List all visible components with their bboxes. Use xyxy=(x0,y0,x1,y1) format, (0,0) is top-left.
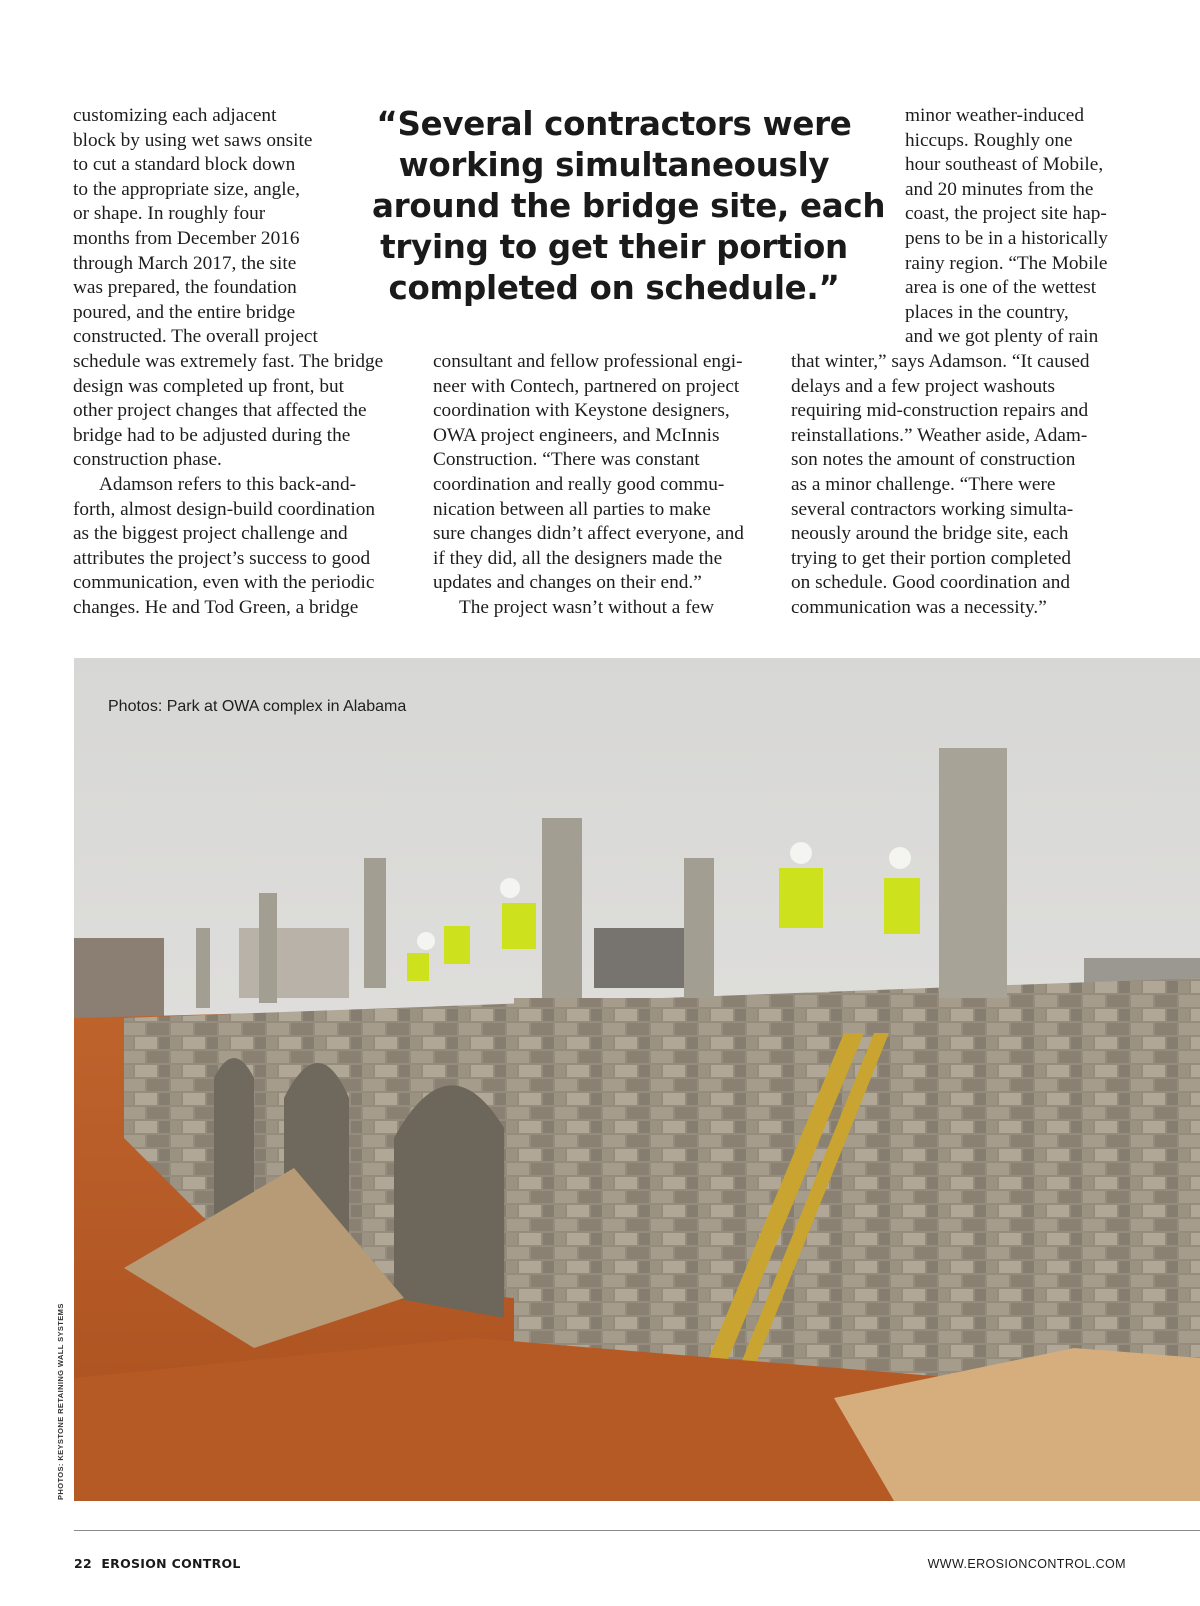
article-column-3-top xyxy=(905,104,1185,350)
text-line: OWA project engineers, and McInnis xyxy=(433,424,720,446)
photo-illustration xyxy=(74,658,1200,1501)
text-line: forth, almost design-build coordination xyxy=(73,498,376,520)
text-line: customizing each adjacent xyxy=(73,105,277,126)
text-line: The project wasn’t without a few xyxy=(459,596,715,618)
text-line: area is one of the wettest xyxy=(905,277,1097,299)
text-line: on schedule. Good coordination and xyxy=(791,572,1070,594)
text-line: poured, and the entire bridge xyxy=(73,301,296,323)
article-column-1 xyxy=(73,350,413,621)
text-line: places in the country, xyxy=(905,301,1069,323)
photo-credit: PHOTOS: KEYSTONE RETAINING WALL SYSTEMS xyxy=(56,1303,65,1500)
text-line: consultant and fellow professional engi- xyxy=(433,351,743,372)
col3-top-paragraph xyxy=(905,104,1185,350)
text-line: bridge had to be adjusted during the xyxy=(73,424,351,446)
text-line: neously around the bridge site, each xyxy=(791,523,1069,545)
col1-paragraph-1 xyxy=(73,350,413,473)
text-line: or shape. In roughly four xyxy=(73,203,266,225)
text-line: as a minor challenge. “There were xyxy=(791,473,1056,495)
text-line: design was completed up front, but xyxy=(73,375,344,397)
bridge-construction-photo xyxy=(74,658,1200,1501)
footer-divider xyxy=(74,1530,1200,1531)
text-line: to cut a standard block down xyxy=(73,154,296,176)
text-line: constructed. The overall project xyxy=(73,326,318,348)
text-line: several contractors working simulta- xyxy=(791,498,1074,520)
text-line: that winter,” says Adamson. “It caused xyxy=(791,351,1090,372)
text-line: Construction. “There was constant xyxy=(433,449,700,471)
footer-page-info xyxy=(74,1556,241,1571)
col2-paragraph-2 xyxy=(433,596,773,621)
text-line: communication was a necessity.” xyxy=(791,596,1047,618)
text-line: to the appropriate size, angle, xyxy=(73,178,300,200)
pull-quote-line: working simultaneously xyxy=(398,146,830,184)
pull-quote-line: around the bridge site, each xyxy=(372,187,886,225)
text-line: schedule was extremely fast. The bridge xyxy=(73,351,384,372)
text-line: changes. He and Tod Green, a bridge xyxy=(73,596,359,618)
text-line: construction phase. xyxy=(73,449,222,471)
text-line: Adamson refers to this back-and- xyxy=(99,473,357,495)
col1-paragraph-2 xyxy=(73,473,413,621)
article-column-2 xyxy=(433,350,773,621)
text-line: communication, even with the periodic xyxy=(73,572,375,594)
col3-paragraph xyxy=(791,350,1151,621)
text-line: minor weather-induced xyxy=(905,105,1084,126)
photo-caption: Photos: Park at OWA complex in Alabama xyxy=(108,698,407,715)
text-line: coordination and really good commu- xyxy=(433,473,725,495)
text-line: requiring mid-construction repairs and xyxy=(791,400,1089,422)
article-column-3 xyxy=(791,350,1151,621)
text-line: updates and changes on their end.” xyxy=(433,572,702,594)
text-line: and we got plenty of rain xyxy=(905,326,1099,348)
article-column-1-top xyxy=(73,104,373,350)
text-line: sure changes didn’t affect everyone, and xyxy=(433,523,744,545)
text-line: delays and a few project washouts xyxy=(791,375,1055,397)
pull-quote-line: completed on schedule.” xyxy=(388,269,840,307)
text-line: through March 2017, the site xyxy=(73,252,297,274)
pull-quote xyxy=(372,104,886,309)
col2-paragraph-1 xyxy=(433,350,773,596)
text-line: as the biggest project challenge and xyxy=(73,523,348,545)
pull-quote-line: trying to get their portion xyxy=(380,228,848,266)
text-line: trying to get their portion completed xyxy=(791,547,1072,569)
text-line: months from December 2016 xyxy=(73,227,300,249)
text-line: if they did, all the designers made the xyxy=(433,547,723,569)
text-line: and 20 minutes from the xyxy=(905,178,1094,200)
text-line: nication between all parties to make xyxy=(433,498,711,520)
text-line: hiccups. Roughly one xyxy=(905,129,1073,151)
pull-quote-line: “Several contractors were xyxy=(376,105,852,143)
page-number: 22 xyxy=(74,1556,92,1571)
text-line: neer with Contech, partnered on project xyxy=(433,375,740,397)
col1-top-paragraph xyxy=(73,104,373,350)
text-line: was prepared, the foundation xyxy=(73,277,297,299)
text-line: rainy region. “The Mobile xyxy=(905,252,1108,274)
text-line: attributes the project’s success to good xyxy=(73,547,371,569)
text-line: coast, the project site hap- xyxy=(905,203,1107,225)
text-line: son notes the amount of construction xyxy=(791,449,1076,471)
text-line: block by using wet saws onsite xyxy=(73,129,313,151)
text-line: reinstallations.” Weather aside, Adam- xyxy=(791,424,1088,446)
text-line: other project changes that affected the xyxy=(73,400,367,422)
publication-name: EROSION CONTROL xyxy=(101,1556,241,1571)
text-line: coordination with Keystone designers, xyxy=(433,400,730,422)
footer-website: WWW.EROSIONCONTROL.COM xyxy=(927,1557,1126,1571)
text-line: pens to be in a historically xyxy=(905,227,1108,249)
text-line: hour southeast of Mobile, xyxy=(905,154,1104,176)
